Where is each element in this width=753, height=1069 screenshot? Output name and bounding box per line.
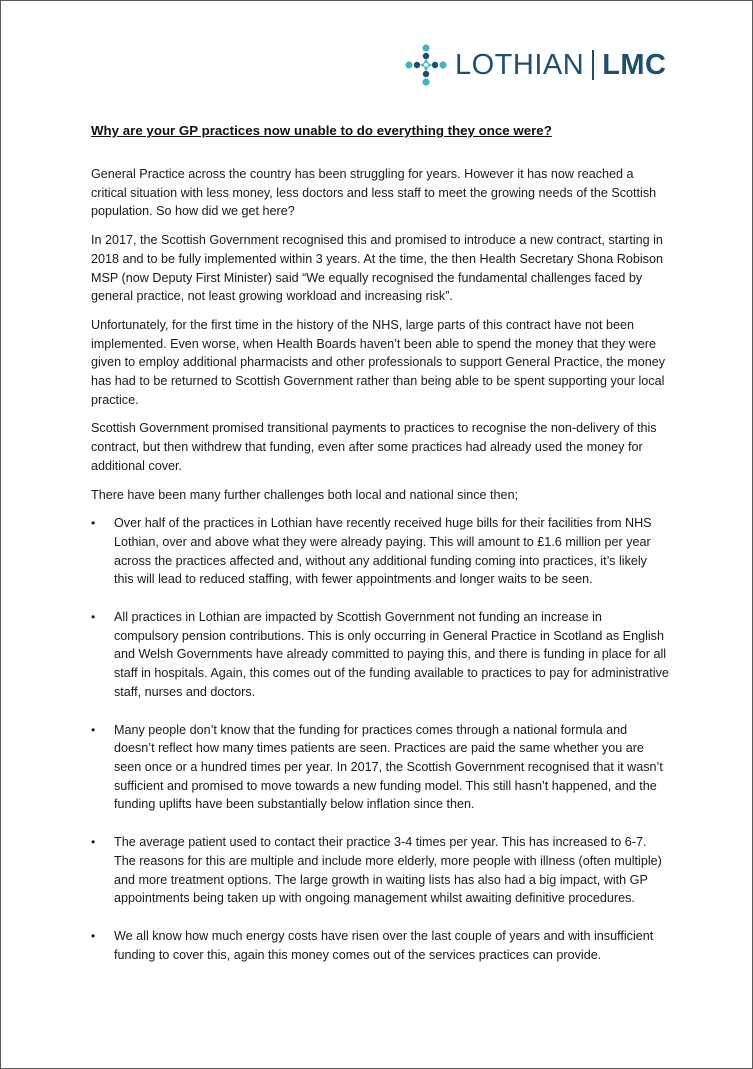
paragraph-2017-contract: In 2017, the Scottish Government recognised this and promised to introduce a new contract, starting in 2018 and to be fully implemented within 3 years. At the time, the then Health Secretary Shona Robison MSP (now Deputy First Minister) said “We equally recognised the fundamental challenges faced by general practice, not least growing workload and increasing risk”. (91, 233, 663, 304)
document-body (91, 165, 669, 983)
bullet-icon: • (91, 722, 96, 737)
list-item-funding-formula (91, 721, 669, 815)
paragraph-transitional-payments: Scottish Government promised transitional payments to practices to recognise the non-delivery of this contract, but then withdrew that funding, even after some practices had already used the money for additional cover. (91, 421, 657, 473)
bullet-icon: • (91, 516, 96, 531)
list-item-text: Over half of the practices in Lothian have recently received huge bills for their facilities from NHS Lothian, over and above what they were already paying. This will amount to £1.6 million per year across the practices affected and, without any additional funding coming into practices, it’s likely this will lead to reduced staffing, with fewer appointments and longer waits to be seen. (114, 516, 652, 587)
list-item-facility-bills (91, 514, 669, 589)
paragraph-intro: General Practice across the country has been struggling for years. However it has now reached a critical situation with less money, less doctors and less staff to meet the growing needs of the Scottish population. So how did we get here? (91, 167, 657, 219)
list-item-energy-costs (91, 927, 669, 964)
lmc-emblem-icon (405, 43, 447, 87)
document-title: Why are your GP practices now unable to do everything they once were? (91, 123, 552, 138)
paragraph-not-implemented: Unfortunately, for the first time in the history of the NHS, large parts of this contract have not been implemented. Even worse, when Health Boards haven’t been able to spend the money that they were given to employ additional pharmacists and other professionals to support General Practice, the money has had to be returned to Scottish Government rather than being able to be spent supporting your local practice. (91, 317, 666, 407)
bullet-icon: • (91, 610, 96, 625)
logo-text-lothian: LOTHIAN (455, 48, 585, 81)
lothian-lmc-logo (405, 41, 667, 89)
bullet-icon: • (91, 835, 96, 850)
bullet-icon: • (91, 928, 96, 943)
list-item-text: Many people don’t know that the funding for practices comes through a national formula and doesn’t reflect how many times patients are seen. Practices are paid the same whether you are seen once or a hundred times per year. In 2017, the Scottish Government recognised that it wasn’t sufficient and promised to move towards a new funding model. This still hasn’t happened, and the funding uplifts have been substantially below inflation since then. (114, 722, 663, 812)
challenges-list (91, 514, 669, 964)
list-item-text: We all know how much energy costs have risen over the last couple of years and with insufficient funding to cover this, again this money comes out of the services practices can provide. (114, 928, 654, 962)
logo-separator (592, 50, 594, 80)
paragraph-further-challenges: There have been many further challenges both local and national since then; (91, 487, 519, 502)
list-item-patient-contacts (91, 833, 669, 908)
list-item-text: The average patient used to contact their practice 3-4 times per year. This has increased to 6-7. The reasons for this are multiple and include more elderly, more people with illness (often multiple) and more treatment options. The large growth in waiting lists has also had a big impact, with GP appointments being taken up with ongoing management whilst awaiting definitive procedures. (114, 835, 662, 906)
list-item-pension-contributions (91, 608, 669, 702)
logo-text-lmc: LMC (602, 48, 667, 81)
list-item-text: All practices in Lothian are impacted by Scottish Government not funding an increase in compulsory pension contributions. This is only occurring in General Practice in Scotland as English and Welsh Governments have already committed to paying this, and there is funding in place for all staff in hospitals. Again, this comes out of the funding available to practices to pay for administrative staff, nurses and doctors. (114, 610, 669, 699)
